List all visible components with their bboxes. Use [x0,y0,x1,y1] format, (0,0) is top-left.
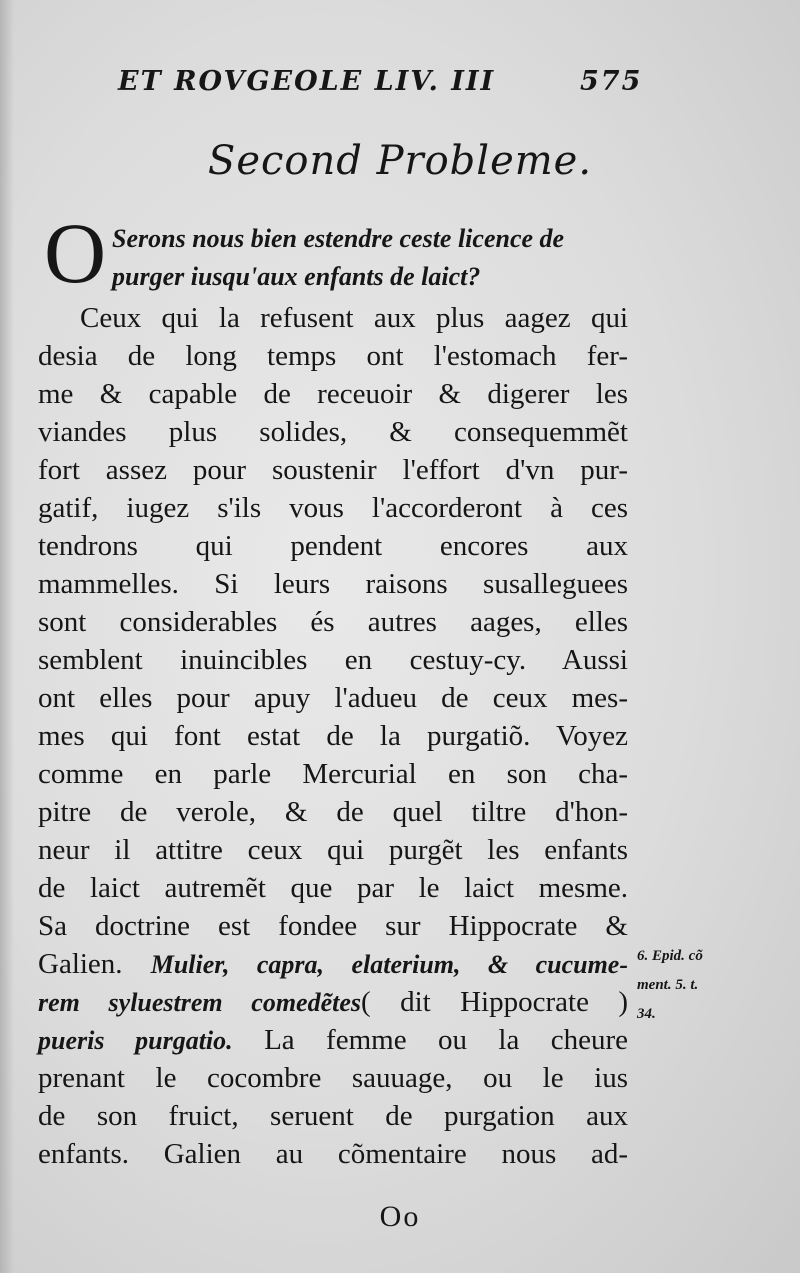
drop-cap: O [44,205,107,301]
margin-note [637,942,797,1029]
body-line-23: enfants. Galien au cõmentaire nous ad- [38,1138,628,1170]
body-line-12: mes qui font estat de la purgatiõ. Voyez [38,720,628,752]
margin-note-line-3: 34. [637,1006,656,1022]
body-line-5: fort assez pour soustenir l'effort d'vn pur- [38,454,628,486]
body-line-6: gatif, iugez s'ils vous l'accorderont à ces [38,492,628,524]
body-line-15: neur il attitre ceux qui purgẽt les enfants [38,834,628,866]
margin-note-line-1: 6. Epid. cõ [637,948,703,964]
body-line-22: de son fruict, seruent de purgation aux [38,1100,628,1132]
body-line-3: me & capable de receuoir & digerer les [38,378,628,410]
body-line-8: mammelles. Si leurs raisons susalleguees [38,568,628,600]
body-line-7: tendrons qui pendent encores aux [38,530,628,562]
question-line-2: purger iusqu'aux enfants de laict? [112,262,481,291]
body-line-17: Sa doctrine est fondee sur Hippocrate & [38,910,628,942]
latin-quote-2: rem syluestrem comedẽtes [38,988,362,1017]
section-heading: Second Probleme. [207,138,593,184]
body-line-21: prenant le cocombre sauuage, ou le ius [38,1062,628,1094]
page-number: 575 [580,66,643,97]
body-line-18 [38,946,628,983]
body-line-4: viandes plus solides, & consequemmẽt [38,416,628,448]
running-head [118,66,643,106]
body-line-19-roman: ( dit Hippocrate ) [361,986,628,1018]
question-line-1: Serons nous bien estendre ceste licence de [112,224,565,253]
body-line-20 [38,1022,628,1059]
body-line-14: pitre de verole, & de quel tiltre d'hon- [38,796,628,828]
running-head-title: ET ROVGEOLE LIV. III [118,66,496,97]
body-line-9: sont considerables és autres aages, elles [38,606,628,638]
body-line-1: Ceux qui la refusent aux plus aagez qui [80,302,628,334]
body-line-13: comme en parle Mercurial en son cha- [38,758,628,790]
latin-quote-1: Mulier, capra, elaterium, & cucume- [150,950,628,979]
body-line-16: de laict autremẽt que par le laict mesme. [38,872,628,904]
body-line-10: semblent inuincibles en cestuy-cy. Aussi [38,644,628,676]
body-line-18-roman: Galien. [38,948,151,980]
margin-note-line-2: ment. 5. t. [637,977,699,993]
body-line-2: desia de long temps ont l'estomach fer- [38,340,628,372]
signature-mark: Oo [379,1200,421,1233]
body-line-19 [38,984,628,1021]
latin-quote-3: pueris purgatio. [38,1026,233,1055]
body-line-11: ont elles pour apuy l'adueu de ceux mes- [38,682,628,714]
page-edge-shadow [0,0,14,1273]
body-line-20-roman: La femme ou la cheure [232,1024,628,1056]
